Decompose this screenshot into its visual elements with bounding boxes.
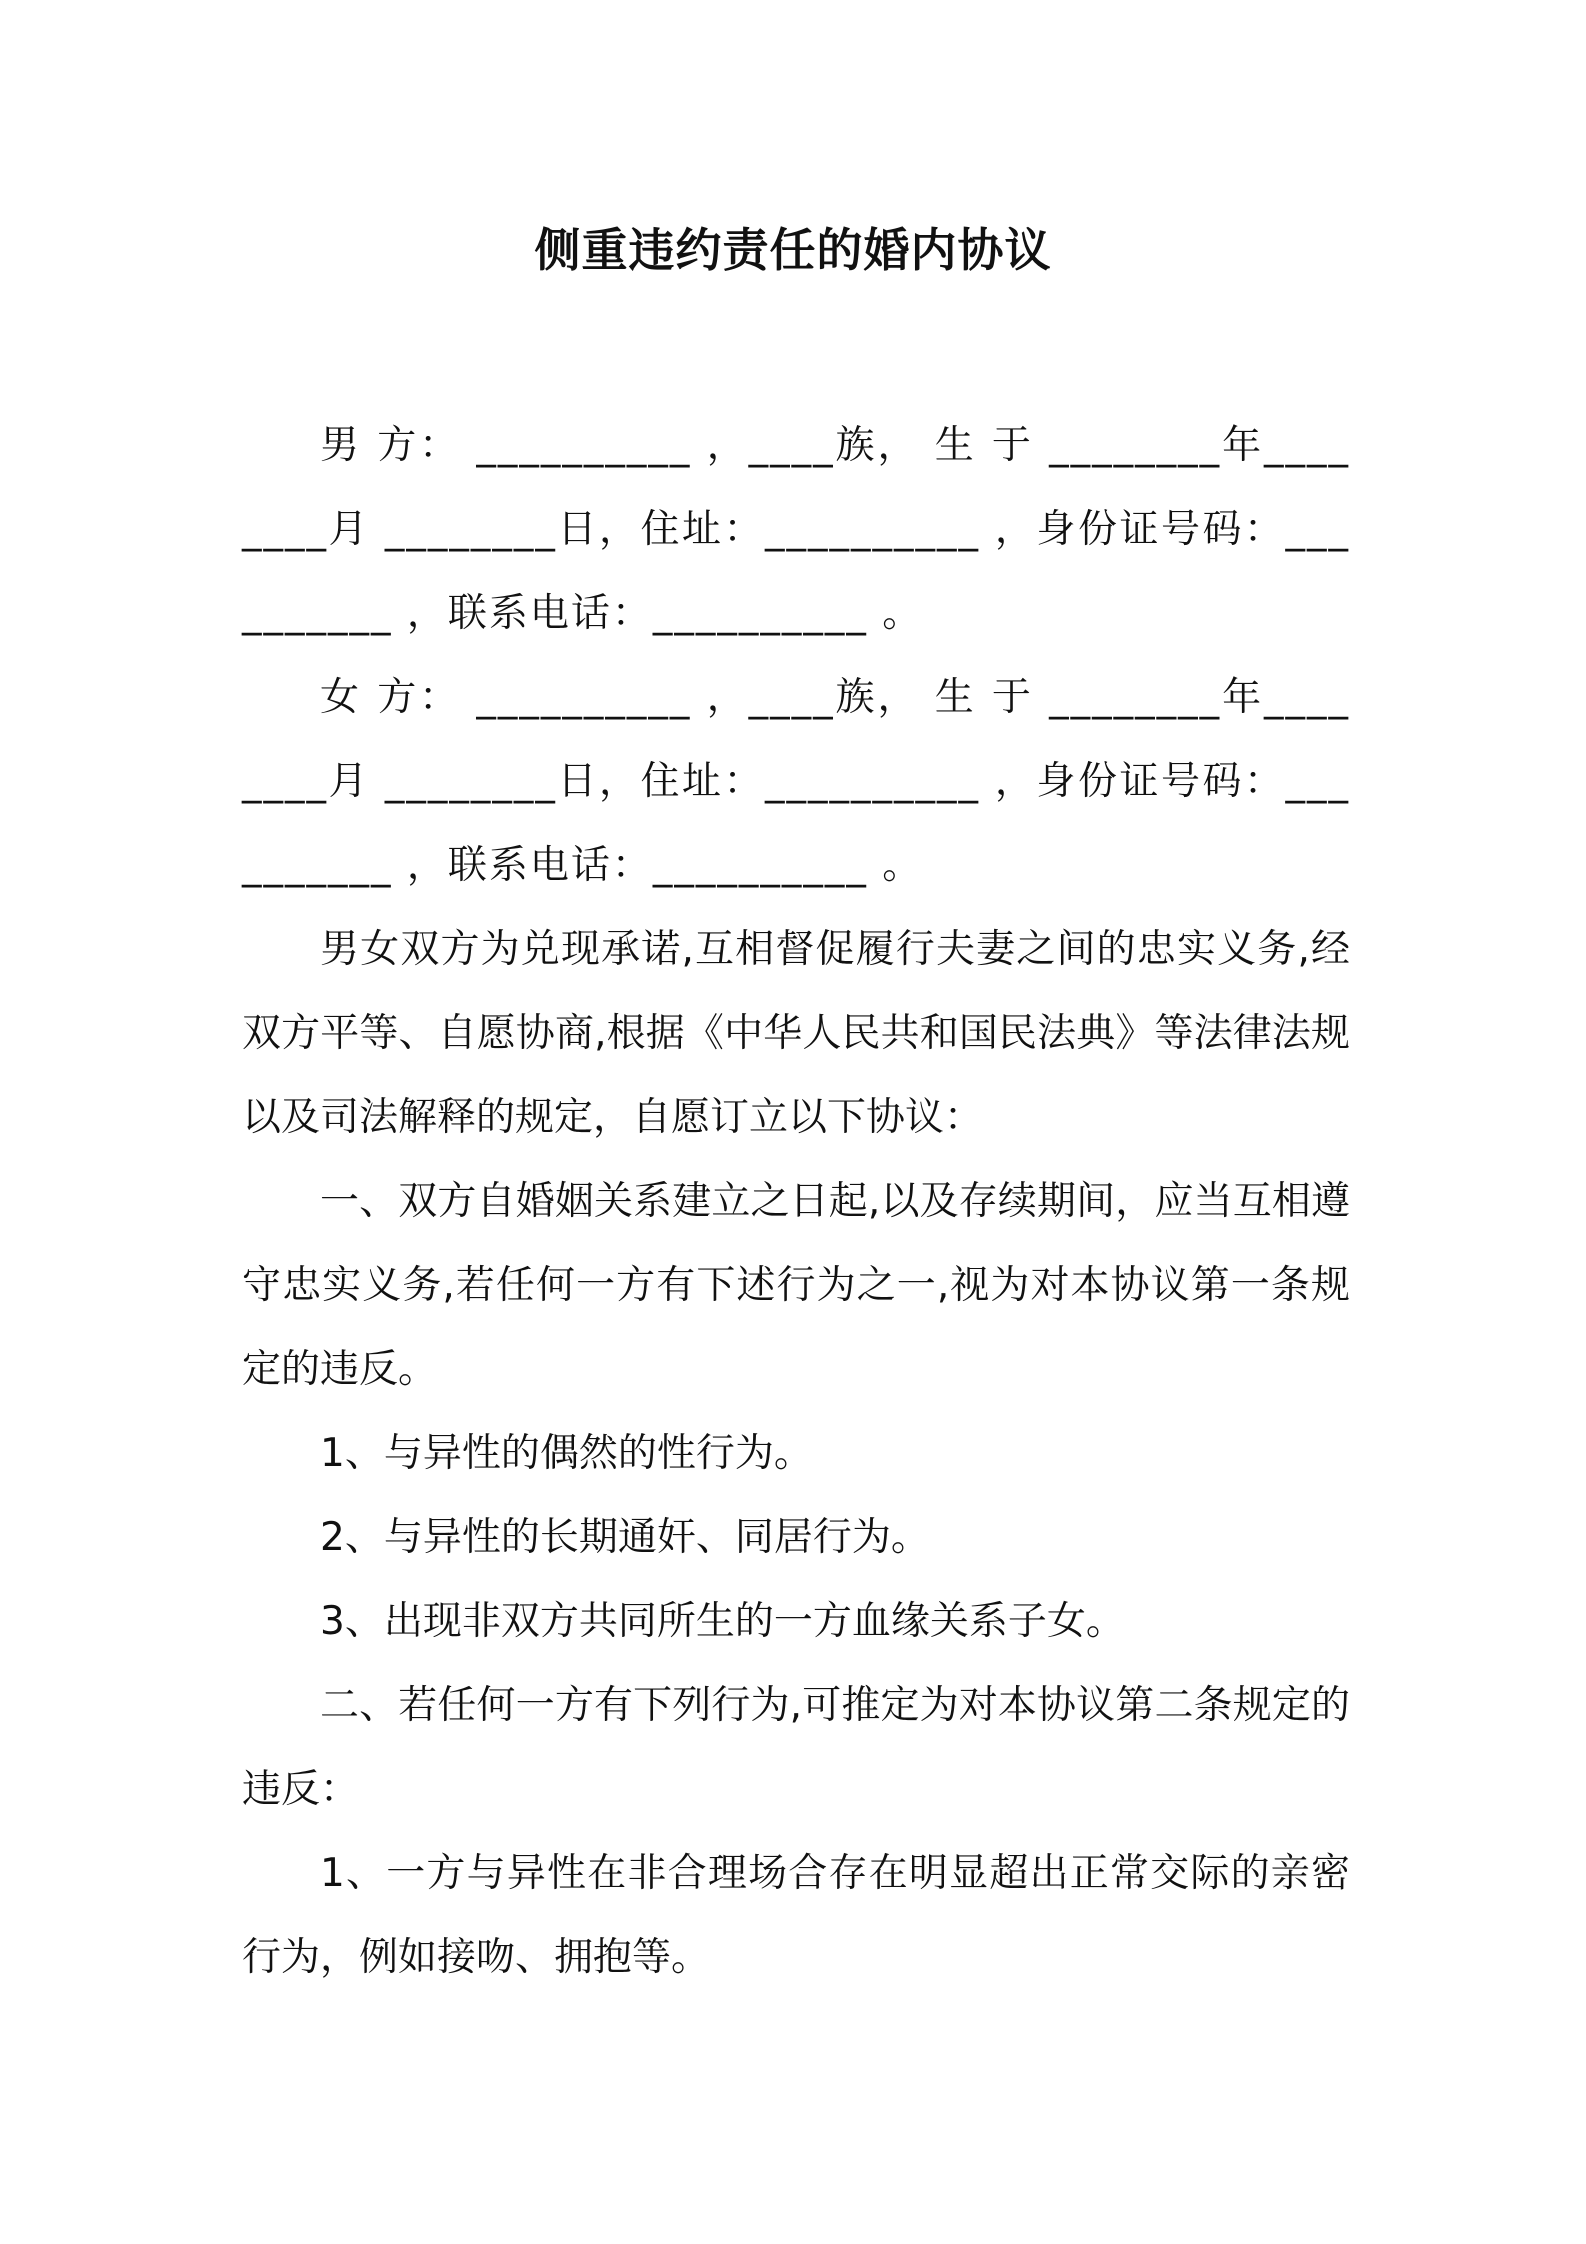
clause-two-item-1: 1、一方与异性在非合理场合存在明显超出正常交际的亲密行为，例如接吻、拥抱等。	[242, 1851, 1350, 1980]
clause-one-item-2: 2、与异性的长期通奸、同居行为。	[320, 1515, 930, 1560]
female-party-paragraph: 女 方： __________ ，____族， 生 于 ________年________月 ________日，住址：__________ ，身份证号码：__________ ，联系电话：__________ 。	[242, 675, 1350, 888]
clause-two-paragraph: 二、若任何一方有下列行为,可推定为对本协议第二条规定的违反：	[242, 1683, 1350, 1812]
document-body	[242, 404, 1350, 2000]
male-party-paragraph: 男 方： __________ ，____族， 生 于 ________年________月 ________日，住址：__________ ，身份证号码：__________ ，联系电话：__________ 。	[242, 423, 1350, 636]
preamble-paragraph: 男女双方为兑现承诺,互相督促履行夫妻之间的忠实义务,经双方平等、自愿协商,根据《中华人民共和国民法典》等法律法规以及司法解释的规定，自愿订立以下协议：	[242, 927, 1350, 1140]
clause-one-item-1: 1、与异性的偶然的性行为。	[320, 1431, 813, 1476]
clause-one-paragraph: 一、双方自婚姻关系建立之日起,以及存续期间，应当互相遵守忠实义务,若任何一方有下述行为之一,视为对本协议第一条规定的违反。	[242, 1179, 1350, 1392]
clause-one-item-3: 3、出现非双方共同所生的一方血缘关系子女。	[320, 1599, 1125, 1644]
document-title: 侧重违约责任的婚内协议	[534, 223, 1052, 277]
